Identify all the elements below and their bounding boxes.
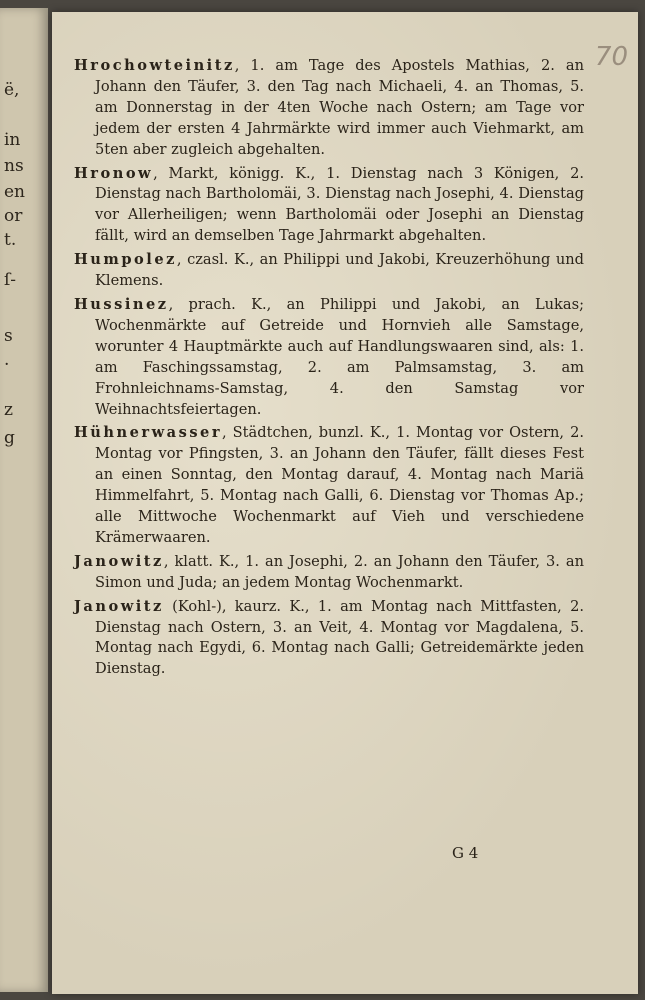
list-item — [74, 295, 584, 420]
facing-page-fragment: z — [4, 400, 13, 420]
list-item — [74, 423, 584, 548]
entry-text: , klatt. K., 1. an Josephi, 2. an Johann den Täufer, 3. an Simon und Juda; an jedem Montag Wochenmarkt. — [95, 552, 584, 591]
facing-page-edge — [0, 8, 48, 992]
entry-text: , czasl. K., an Philippi und Jakobi, Kreuzerhöhung und Klemens. — [95, 251, 584, 290]
market-list — [74, 56, 584, 683]
facing-page-fragment: in — [4, 130, 21, 150]
entry-text: , Markt, königg. K., 1. Dienstag nach 3 Königen, 2. Dienstag nach Bartholomäi, 3. Dienstag nach Josephi, 4. Dienstag vor Allerheiligen; wenn Bartholomäi oder Josephi an Dienstag fällt, wird an demselben Tage Jahrmarkt abgehalten. — [95, 164, 584, 245]
facing-page-fragment: or — [4, 206, 23, 226]
place-name: Hronow — [74, 164, 154, 182]
list-item — [74, 164, 584, 248]
place-name: Hrochowteinitz — [74, 57, 235, 74]
place-name: Hühnerwasser — [74, 424, 223, 442]
facing-page-fragment: ſ- — [4, 270, 17, 290]
page-number: 70 — [594, 42, 628, 72]
place-name: Janowitz — [74, 552, 164, 570]
book-page — [52, 12, 638, 994]
entry-text: , Städtchen, bunzl. K., 1. Montag vor Ostern, 2. Montag vor Pfingsten, 3. an Johann den Täufer, fällt dieses Fest an einen Sonntag, den Montag darauf, 4. Montag nach Mariä Himmelfahrt, 5. Montag nach Galli, 6. Dienstag vor Thomas Ap.; alle Mittwoche Wochenmarkt auf Vieh und verschiedene Krämerwaaren. — [95, 424, 584, 546]
facing-page-fragment: g — [4, 428, 15, 448]
entry-text: , 1. am Tage des Apostels Mathias, 2. an Johann den Täufer, 3. den Tag nach Michaeli, 4. an Thomas, 5. am Donnerstag in der 4ten Woche nach Ostern; am Tage vor jedem der ersten 4 Jahrmärkte wird immer auch Viehmarkt, am 5ten aber zugleich abgehalten. — [95, 57, 584, 158]
facing-page-fragment: ns — [4, 156, 24, 176]
list-item — [74, 56, 584, 161]
list-item — [74, 250, 584, 292]
list-item — [74, 597, 584, 681]
facing-page-fragment: . — [4, 350, 10, 370]
place-name: Janowitz — [74, 597, 164, 615]
entry-text: (Kohl-), kaurz. K., 1. am Montag nach Mittfasten, 2. Dienstag nach Ostern, 3. an Veit, 4. Montag vor Magdalena, 5. Montag nach Egydi, 6. Montag nach Galli; Getreidemärkte jeden Dienstag. — [95, 597, 584, 678]
facing-page-fragment: t. — [4, 230, 17, 250]
place-name: Humpolez — [74, 251, 177, 269]
place-name: Hussinez — [74, 295, 169, 313]
facing-page-fragment: ë, — [4, 80, 20, 100]
list-item — [74, 552, 584, 594]
signature-mark: G 4 — [452, 844, 479, 862]
entry-text: , prach. K., an Philippi und Jakobi, an Lukas; Wochenmärkte auf Getreide und Hornvieh alle Samstage, worunter 4 Hauptmärkte auch auf Handlungswaaren sind, als: 1. am Faschingssamstag, 2. am Palmsamstag, 3. am Frohnleichnams-Samstag, 4. den Samstag vor Weihnachtsfeiertagen. — [95, 295, 584, 418]
facing-page-fragment: s — [4, 326, 13, 346]
facing-page-fragment: en — [4, 182, 26, 202]
